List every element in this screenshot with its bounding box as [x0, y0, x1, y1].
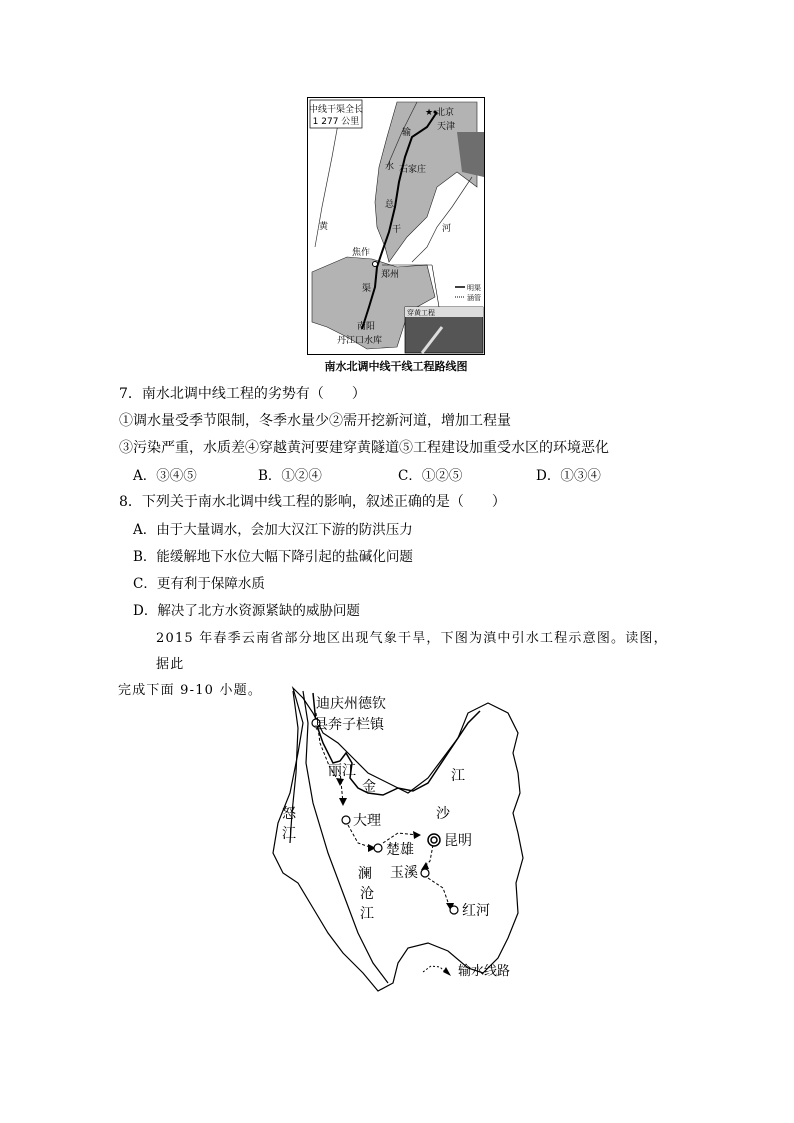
question-7-line-1: ①调水量受季节限制，冬季水量少②需开挖新河道，增加工程量: [119, 413, 511, 429]
inset-label: 穿黄工程: [407, 309, 435, 317]
question-8-option-b[interactable]: B．能缓解地下水位大幅下降引起的盐碱化问题: [133, 549, 413, 565]
question-7-option-d[interactable]: D．①③④: [536, 468, 601, 484]
jinsha-char-jiang: 江: [451, 768, 465, 784]
south-north-water-diversion-map: [307, 97, 485, 355]
lijiang-label: 丽江: [328, 763, 356, 779]
diqing-label-1: 迪庆州德钦: [316, 696, 386, 712]
canal-char-qu: 渠: [362, 284, 372, 294]
canal-char-shui: 水: [385, 162, 395, 172]
tianjin-label: 天津: [437, 122, 456, 132]
question-8-stem: 8．下列关于南水北调中线工程的影响，叙述正确的是（ ）: [119, 494, 506, 510]
intro-line-2: 完成下面 9-10 小题。: [118, 683, 263, 698]
dali-label: 大理: [353, 813, 381, 829]
canal-char-shu: 输: [402, 128, 412, 138]
nanyang-label: 南阳: [357, 322, 376, 332]
lancang-char-lan: 澜: [358, 866, 372, 882]
question-8-option-c[interactable]: C．更有利于保障水质: [133, 576, 265, 592]
intro-line-1: 2015 年春季云南省部分地区出现气象干旱，下图为滇中引水工程示意图。读图，据此: [156, 631, 668, 672]
diqing-label-2: 县奔子栏镇: [314, 717, 384, 733]
beijing-label: 北京: [436, 108, 455, 118]
question-7-stem: 7．南水北调中线工程的劣势有（ ）: [119, 386, 366, 402]
question-7-line-2: ③污染严重，水质差④穿越黄河要建穿黄隧道⑤工程建设加重受水区的环境恶化: [119, 440, 609, 456]
jinsha-char-sha: 沙: [436, 806, 450, 822]
yellow-river-char-he: 河: [442, 224, 452, 234]
question-8-option-d[interactable]: D．解决了北方水资源紧缺的威胁问题: [133, 603, 360, 619]
yellow-river-char-huang: 黄: [319, 222, 329, 232]
central-yunnan-water-diversion-map: [268, 683, 530, 995]
lancang-char-jiang: 江: [360, 906, 374, 922]
legend-pipe: 涵管: [467, 294, 481, 302]
nujiang-char-nu: 怒: [282, 806, 296, 822]
question-7-option-a[interactable]: A．③④⑤: [133, 468, 197, 484]
legend-water-route: 输水线路: [458, 964, 511, 979]
chuxiong-label: 楚雄: [386, 842, 414, 858]
shijiazhuang-label: 石家庄: [399, 165, 427, 175]
honghe-label: 红河: [462, 903, 490, 919]
legend-open-channel: 明渠: [467, 284, 481, 292]
map1-caption: 南水北调中线干线工程路线图: [324, 360, 468, 373]
question-7-option-c[interactable]: C．①②⑤: [398, 468, 463, 484]
map1-length-value: 1 277 公里: [312, 117, 360, 127]
star-icon: ★: [425, 108, 434, 118]
danjiangkou-label: 丹江口水库: [337, 336, 383, 346]
question-7-option-b[interactable]: B．①②④: [258, 468, 322, 484]
yuxi-label: 玉溪: [390, 865, 418, 881]
zhengzhou-label: 郑州: [381, 270, 400, 280]
question-8-option-a[interactable]: A．由于大量调水，会加大汉江下游的防洪压力: [133, 522, 413, 538]
canal-char-gan: 干: [392, 225, 402, 235]
kunming-label: 昆明: [444, 833, 472, 849]
jiaozuo-label: 焦作: [352, 248, 371, 258]
lancang-char-cang: 沧: [360, 886, 374, 902]
jinsha-char-jin: 金: [362, 779, 376, 795]
canal-char-zong: 总: [385, 200, 395, 210]
nujiang-char-jiang: 江: [282, 826, 296, 842]
map1-length-label: 中线干渠全长: [308, 105, 364, 115]
